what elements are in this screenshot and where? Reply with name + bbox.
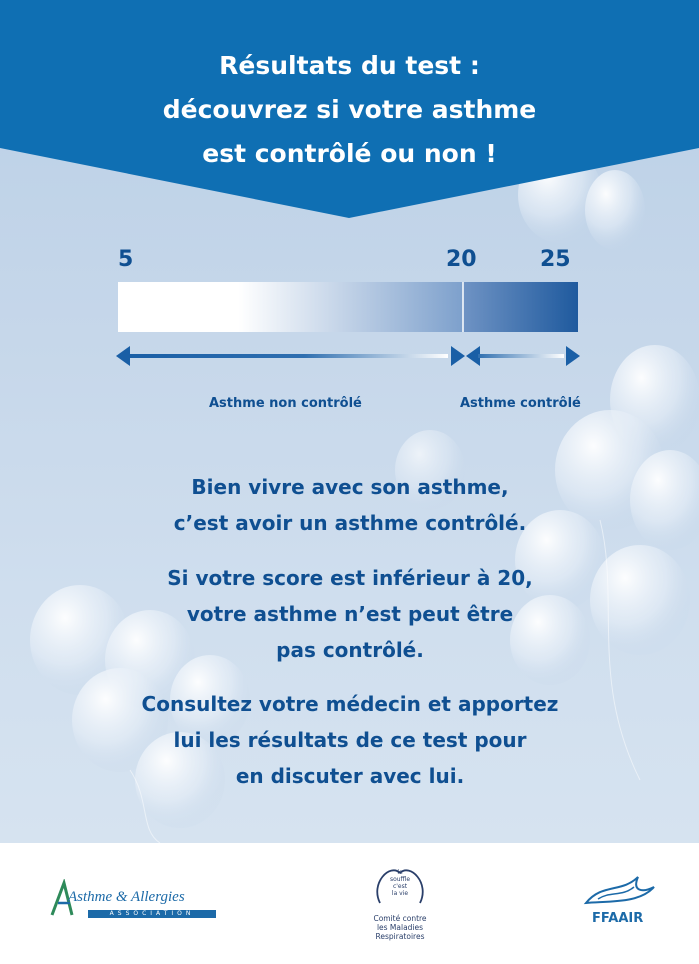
message-line: lui les résultats de ce test pour [173, 728, 527, 752]
scale-threshold-label: 20 [446, 247, 477, 272]
caption-line: Respiratoires [375, 932, 425, 941]
circle-line: c'est [392, 883, 408, 890]
logo2-circle-text [387, 869, 413, 897]
ffaair-logo [580, 873, 660, 933]
message-line: c’est avoir un asthme contrôlé. [173, 511, 527, 535]
controlled-zone-label: Asthme contrôlé [460, 396, 581, 411]
message-block-3 [60, 686, 640, 794]
uncontrolled-zone-label: Asthme non contrôlé [209, 396, 362, 411]
title-line: est contrôlé ou non ! [202, 139, 497, 168]
caption-line: Comité contre [373, 914, 427, 923]
circle-line: le [397, 869, 403, 876]
message-block-2 [60, 560, 640, 668]
title-line: Résultats du test : [219, 51, 480, 80]
asthme-allergies-logo [48, 879, 218, 924]
message-line: votre asthme n’est peut être [186, 602, 514, 626]
title-line: découvrez si votre asthme [162, 95, 537, 124]
bird-wing-icon [582, 873, 658, 909]
message-line: pas contrôlé. [276, 638, 424, 662]
message-line: Si votre score est inférieur à 20, [167, 566, 533, 590]
footer-logos [0, 843, 699, 964]
message-line: Bien vivre avec son asthme, [191, 475, 509, 499]
circle-line: souffle [389, 876, 411, 883]
zone-arrows [114, 342, 584, 370]
message-line: Consultez votre médecin et apportez [141, 692, 559, 716]
circle-line: la vie [391, 890, 409, 897]
score-gauge-bar [118, 282, 578, 332]
scale-max-label: 25 [540, 247, 571, 272]
page-title [0, 44, 699, 176]
message-line: en discuter avec lui. [235, 764, 465, 788]
comite-maladies-respiratoires-logo [355, 863, 445, 958]
logo1-main-text: Asthme & Allergies [68, 889, 185, 905]
caption-line: les Maladies [376, 923, 424, 932]
logo2-caption [355, 914, 445, 941]
scale-min-label: 5 [118, 247, 134, 272]
logo3-text: FFAAIR [592, 911, 644, 926]
logo1-sub-text: ASSOCIATION [88, 910, 216, 918]
message-block-1 [60, 469, 640, 541]
